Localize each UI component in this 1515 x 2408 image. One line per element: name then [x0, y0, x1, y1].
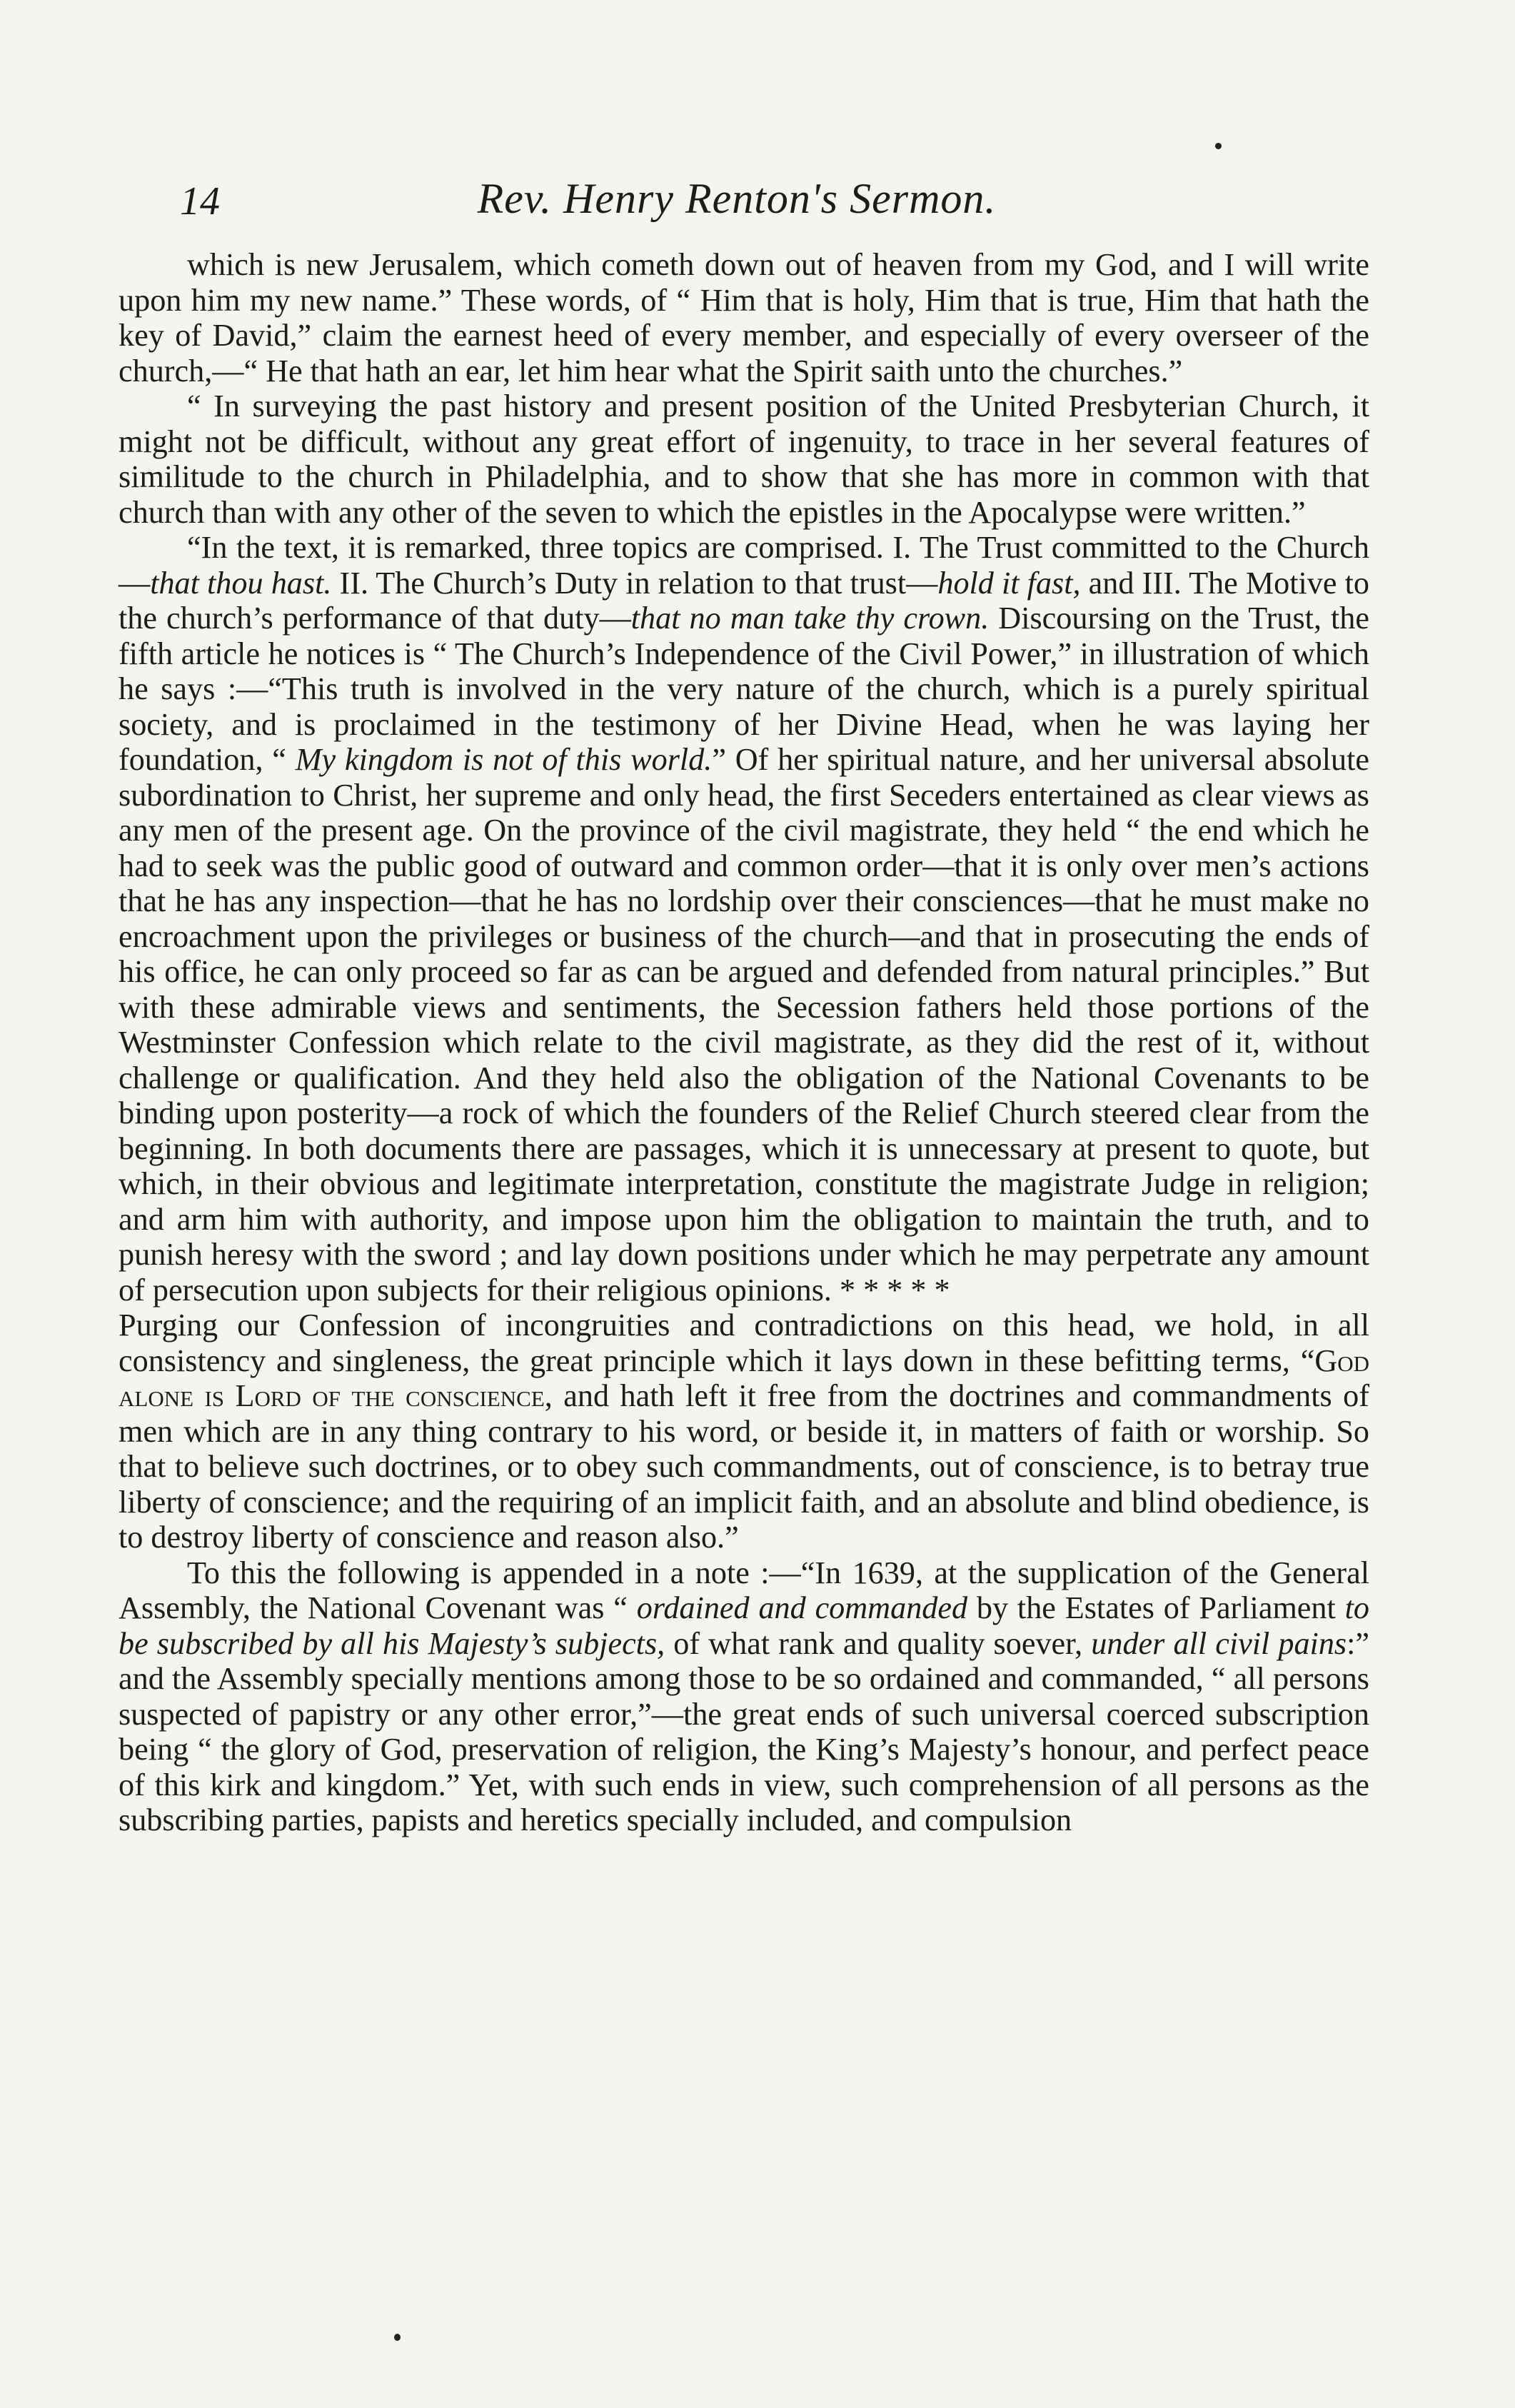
italic-run: that no man take thy crown. [630, 601, 990, 636]
text-run: “ In surveying the past history and present position of the United Presbyterian Church, it might not be difficult, without any great effort of ingenuity, to trace in her several features of similitude to the church in Philadelphia, and to show that she has more in common with that church than with any other of the seven to which the epistles in the Apocalypse were written.” [119, 388, 1369, 530]
italic-run: to be subscribed by all his Majesty’s subjects, [119, 1590, 1369, 1661]
text-run: which is new Jerusalem, which cometh down out of heaven from my God, and I will write upon him my new name.” These words, of “ Him that is holy, Him that is true, Him that hath the key of David,” claim the earnest heed of every member, and especially of every overseer of the church,—“ He that hath an ear, let him hear what the Spirit saith unto the churches.” [119, 247, 1369, 388]
ink-speck [1215, 143, 1222, 149]
text-run: of what rank and quality soever, [665, 1625, 1092, 1661]
italic-run: under all civil pains [1091, 1625, 1347, 1661]
page-number: 14 [180, 179, 220, 224]
italic-run: hold it fast, [937, 565, 1081, 601]
italic-run: ordained and commanded [636, 1590, 968, 1625]
italic-run: My kingdom is not of this world. [295, 742, 713, 777]
paragraph [119, 388, 1369, 530]
paragraph [119, 1555, 1369, 1838]
paragraph [119, 530, 1369, 1308]
running-title: Rev. Henry Renton's Sermon. [477, 175, 997, 222]
body-text [119, 247, 1369, 1838]
small-caps-run: God alone is Lord of the conscience, [119, 1343, 1369, 1413]
text-run: :” and the Assembly specially mentions among those to be so ordained and commanded, “ all persons suspected of papistry or any other error,”—the great ends of such universal coerced subscription being “ the glory of God, preservation of religion, the King’s Majesty’s honour, and perfect peace of this kirk and kingdom.” Yet, with such ends in view, such comprehension of all persons as the subscribing parties, papists and heretics specially included, and compulsion [119, 1625, 1370, 1837]
text-run: To this the following is appended in a note :—“In 1639, at the supplication of the General Assembly, the National Covenant was “ [119, 1555, 1369, 1625]
text-run: and hath left it free from the doctrines and commandments of men which are in any thing contrary to his word, or beside it, in matters of faith or worship. So that to believe such doctrines, or to obey such commandments, out of conscience, is to betray true liberty of conscience; and the requiring of an implicit faith, and an absolute and blind obedience, is to destroy liberty of conscience and reason also.” [119, 1378, 1369, 1555]
italic-run: that thou hast. [150, 565, 332, 601]
page-header [180, 174, 1294, 231]
paragraph [119, 1308, 1369, 1555]
text-run: Purging our Confession of incongruities and contradictions on this head, we hold, in all consistency and singleness, the great principle which it lays down in these befitting terms, “ [119, 1308, 1369, 1378]
text-run: “In the text, it is remarked, three topics are comprised. I. The Trust committed to the Church— [119, 530, 1369, 601]
text-run: II. The Church’s Duty in relation to that trust— [331, 565, 938, 601]
ink-speck [394, 2334, 401, 2341]
text-run: Discoursing on the Trust, the fifth article he notices is “ The Church’s Independence of the Civil Power,” in illustration of which he says :—“This truth is involved in the very nature of the church, which is a purely spiritual society, and is proclaimed in the testimony of her Divine Head, when he was laying her foundation, “ [119, 601, 1369, 777]
text-run: ” Of her spiritual nature, and her universal absolute subordination to Christ, her supreme and only head, the first Seceders entertained as clear views as any men of the present age. On the province of the civil magistrate, they held “ the end which he had to seek was the public good of outward and common order—that it is only over men’s actions that he has any inspection—that he has no lordship over their consciences—that he must make no encroachment upon the privileges or business of the church—and that in prosecuting the ends of his office, he can only proceed so far as can be argued and defended from natural principles.” But with these admirable views and sentiments, the Secession fathers held those portions of the Westminster Confession which relate to the civil magistrate, as they did the rest of it, without challenge or qualification. And they held also the obligation of the National Covenants to be binding upon posterity—a rock of which the founders of the Relief Church steered clear from the beginning. In both documents there are passages, which it is unnecessary at present to quote, but which, in their obvious and legitimate interpretation, constitute the magistrate Judge in religion; and arm him with authority, and impose upon him the obligation to maintain the truth, and to punish heresy with the sword ; and lay down positions under which he may perpetrate any amount of persecution upon subjects for their religious opinions. * * * * * [119, 742, 1370, 1308]
paragraph [119, 247, 1369, 388]
text-run: and III. The Motive to the church’s performance of that duty— [119, 565, 1369, 636]
text-run: by the Estates of Parliament [967, 1590, 1345, 1625]
